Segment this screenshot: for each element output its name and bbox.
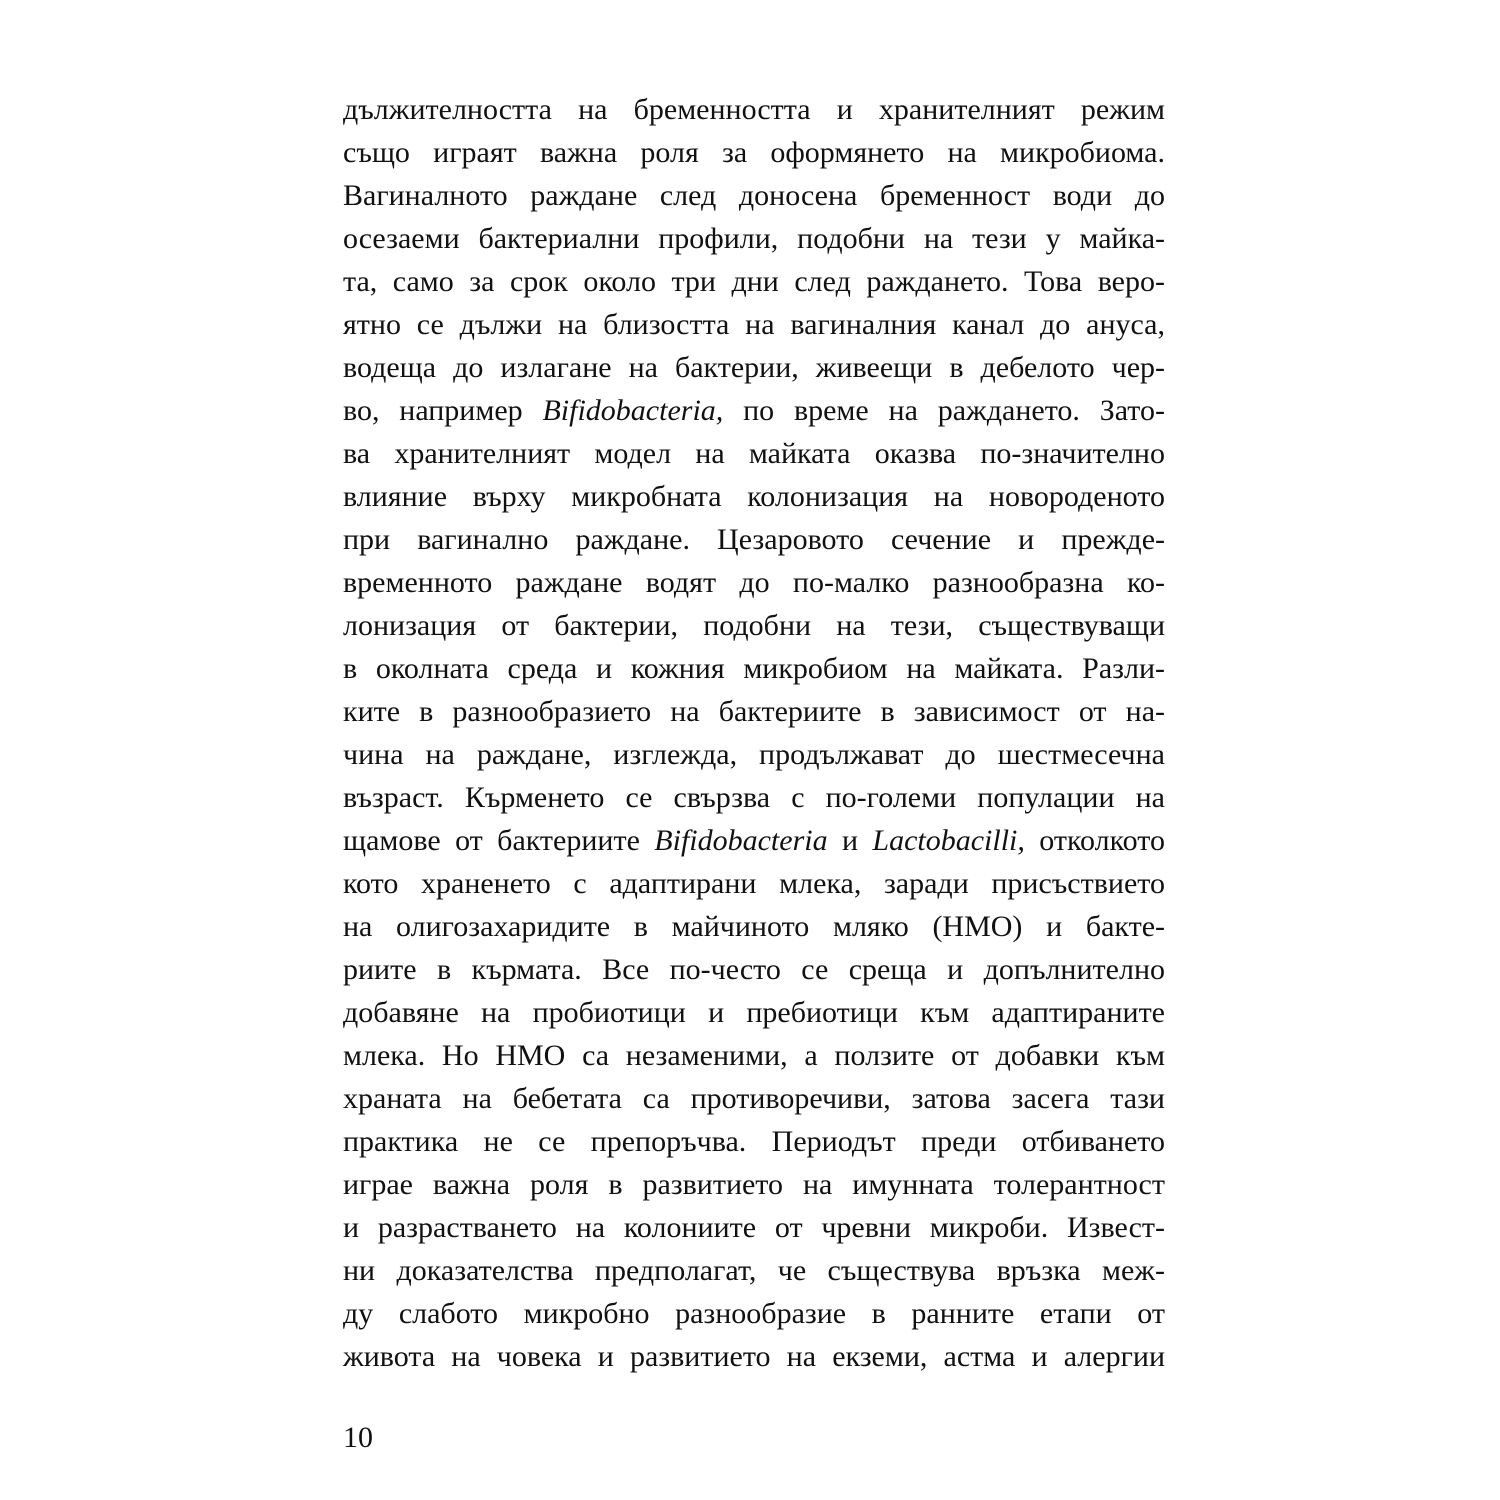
text-line xyxy=(343,1249,1165,1292)
text-run: и xyxy=(827,824,873,857)
text-line xyxy=(343,819,1165,862)
text-run: млека. Но HMO са незаменими, а ползите от добавки към xyxy=(343,1039,1165,1072)
text-run: чина на раждане, изглежда, продължават до шестмесечна xyxy=(343,738,1165,771)
text-line xyxy=(343,733,1165,776)
text-run: дължителността на бременността и хранителният режим xyxy=(343,93,1165,126)
text-line xyxy=(343,1120,1165,1163)
text-line xyxy=(343,88,1165,131)
text-line xyxy=(343,1077,1165,1120)
italic-term: Bifidobacteria xyxy=(654,824,828,857)
text-run: Вагиналното раждане след доносена бременност води до xyxy=(343,179,1165,212)
text-run: практика не се препоръчва. Периодът преди отбиването xyxy=(343,1125,1165,1158)
text-run: временното раждане водят до по-малко разнообразна ко- xyxy=(343,566,1165,599)
text-run: по време на раждането. Зато- xyxy=(723,394,1166,427)
text-run: ятно се дължи на близостта на вагиналния канал до ануса, xyxy=(343,308,1165,341)
text-line xyxy=(343,1335,1165,1378)
text-line xyxy=(343,346,1165,389)
text-line xyxy=(343,991,1165,1034)
text-line xyxy=(343,389,1165,432)
text-run: влияние върху микробната колонизация на новороденото xyxy=(343,480,1165,513)
text-line xyxy=(343,131,1165,174)
text-run: осезаеми бактериални профили, подобни на тези у майка- xyxy=(343,222,1165,255)
text-line xyxy=(343,948,1165,991)
text-run: на олигозахаридите в майчиното мляко (HMO) и бакте- xyxy=(343,910,1165,943)
text-run: и разрастването на колониите от чревни микроби. Извест- xyxy=(343,1211,1165,1244)
body-text xyxy=(343,88,1165,1378)
text-run: в околната среда и кожния микробиом на майката. Разли- xyxy=(343,652,1165,685)
text-line xyxy=(343,561,1165,604)
text-run: при вагинално раждане. Цезаровото сечение и прежде- xyxy=(343,523,1165,556)
text-run: риите в кърмата. Все по-често се среща и допълнително xyxy=(343,953,1165,986)
text-line xyxy=(343,604,1165,647)
text-run: възраст. Кърменето се свързва с по-големи популации на xyxy=(343,781,1165,814)
page-number: 10 xyxy=(343,1421,373,1454)
text-line xyxy=(343,905,1165,948)
text-run: кото храненето с адаптирани млека, заради присъствието xyxy=(343,867,1165,900)
text-line xyxy=(343,475,1165,518)
text-run: играе важна роля в развитието на имунната толерантност xyxy=(343,1168,1165,1201)
italic-term: Bifidobacteria, xyxy=(542,394,724,427)
text-line xyxy=(343,432,1165,475)
text-run: водеща до излагане на бактерии, живеещи в дебелото чер- xyxy=(343,351,1165,384)
italic-term: Lactobacilli, xyxy=(872,824,1025,857)
text-run: ките в разнообразието на бактериите в зависимост от на- xyxy=(343,695,1165,728)
text-line xyxy=(343,862,1165,905)
text-run: ни доказателства предполагат, че съществува връзка меж- xyxy=(343,1254,1165,1287)
text-run: също играят важна роля за оформянето на микробиома. xyxy=(343,136,1165,169)
text-run: отколкото xyxy=(1024,824,1165,857)
text-line xyxy=(343,776,1165,819)
text-run: во, например xyxy=(343,394,543,427)
text-run: ду слабото микробно разнообразие в ранните етапи от xyxy=(343,1297,1165,1330)
text-line xyxy=(343,303,1165,346)
text-run: щамове от бактериите xyxy=(343,824,655,857)
text-line xyxy=(343,1163,1165,1206)
text-run: ва хранителният модел на майката оказва по-значително xyxy=(343,437,1165,470)
text-line xyxy=(343,1034,1165,1077)
text-run: живота на човека и развитието на екземи, астма и алергии xyxy=(343,1340,1165,1373)
text-line xyxy=(343,690,1165,733)
text-run: добавяне на пробиотици и пребиотици към адаптираните xyxy=(343,996,1165,1029)
text-line xyxy=(343,217,1165,260)
text-run: храната на бебетата са противоречиви, затова засега тази xyxy=(343,1082,1165,1115)
text-line xyxy=(343,174,1165,217)
text-line xyxy=(343,1292,1165,1335)
text-run: та, само за срок около три дни след раждането. Това веро- xyxy=(343,265,1165,298)
text-line xyxy=(343,260,1165,303)
text-line xyxy=(343,518,1165,561)
text-line xyxy=(343,647,1165,690)
text-run: лонизация от бактерии, подобни на тези, съществуващи xyxy=(343,609,1165,642)
text-line xyxy=(343,1206,1165,1249)
